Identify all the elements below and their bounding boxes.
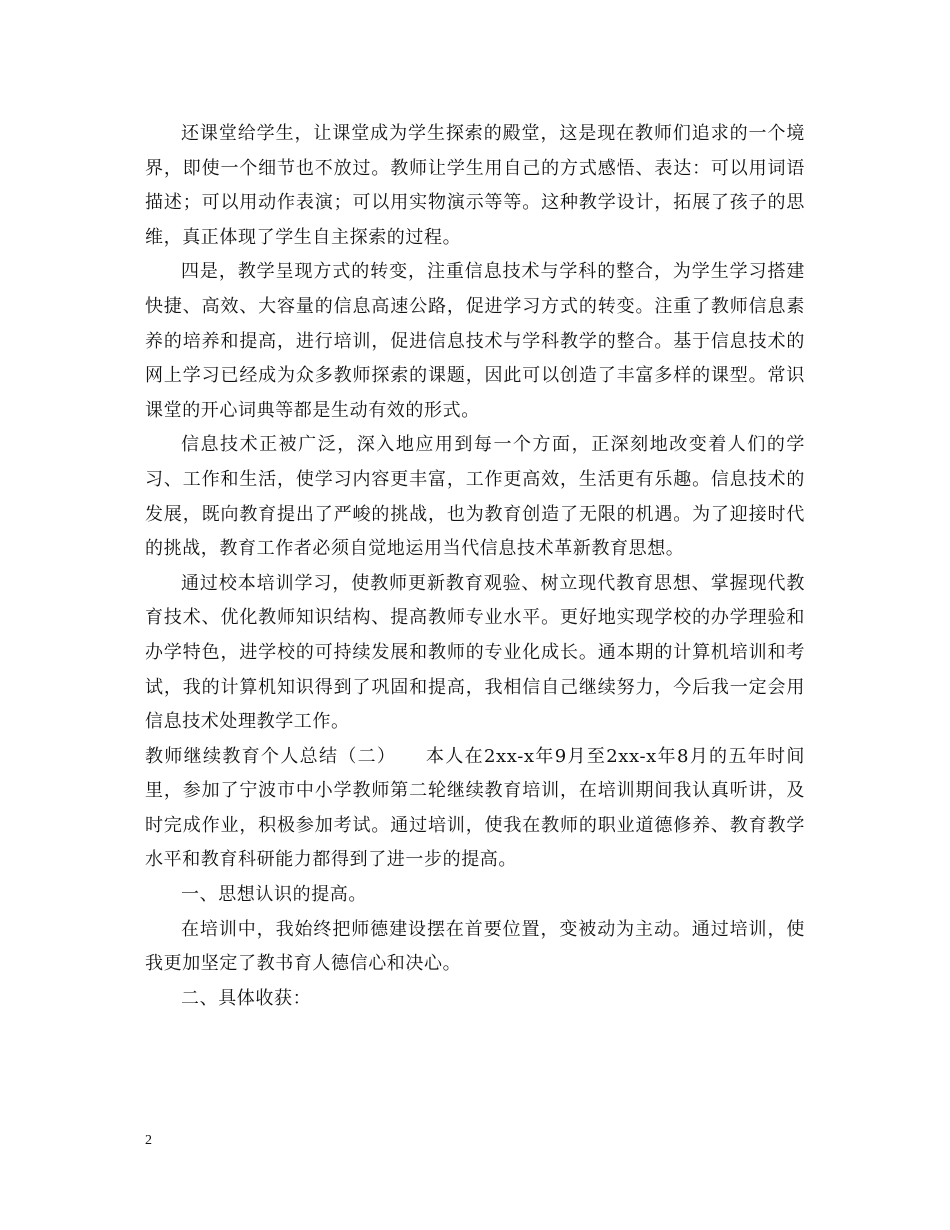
- paragraph-6-subheading: 一、思想认识的提高。: [181, 884, 367, 906]
- paragraph-7: 在培训中，我始终把师德建设摆在首要位置，变被动为主动。通过培训，使我更加坚定了教书育人德信心和决心。: [145, 918, 805, 975]
- paragraph-2: 四是，教学呈现方式的转变，注重信息技术与学科的整合，为学生学习搭建快捷、高效、大容量的信息高速公路，促进学习方式的转变。注重了教师信息素养的培养和提高，进行培训，促进信息技术与学科教学的整合。基于信息技术的网上学习已经成为众多教师探索的课题，因此可以创造了丰富多样的课型。常识课堂的开心词典等都是生动有效的形式。: [145, 261, 805, 421]
- document-body: [145, 117, 805, 1016]
- paragraph-1: 还课堂给学生，让课堂成为学生探索的殿堂，这是现在教师们追求的一个境界，即使一个细节也不放过。教师让学生用自己的方式感悟、表达：可以用词语描述；可以用动作表演；可以用实物演示等等。这种教学设计，拓展了孩子的思维，真正体现了学生自主探索的过程。: [145, 123, 805, 248]
- page-number: 2: [145, 1133, 152, 1148]
- paragraph-3: 信息技术正被广泛，深入地应用到每一个方面，正深刻地改变着人们的学习、工作和生活，使学习内容更丰富，工作更高效，生活更有乐趣。信息技术的发展，既向教育提出了严峻的挑战，也为教育创造了无限的机遇。为了迎接时代的挑战，教育工作者必须自觉地运用当代信息技术革新教育思想。: [145, 434, 805, 560]
- paragraph-8-subheading: 二、具体收获：: [181, 987, 312, 1009]
- paragraph-5-section-heading: 教师继续教育个人总结（二） 本人在2xx-x年9月至2xx-x年8月的五年时间里，参加了宁波市中小学教师第二轮继续教育培训，在培训期间我认真听讲，及时完成作业，积极参加考试。通过培训，使我在教师的职业道德修养、教育教学水平和教育科研能力都得到了进一步的提高。: [145, 745, 805, 871]
- paragraph-4: 通过校本培训学习，使教师更新教育观验、树立现代教育思想、掌握现代教育技术、优化教师知识结构、提高教师专业水平。更好地实现学校的办学理验和办学特色，进学校的可持续发展和教师的专业化成长。通本期的计算机培训和考试，我的计算机知识得到了巩固和提高，我相信自己继续努力，今后我一定会用信息技术处理教学工作。: [145, 572, 805, 733]
